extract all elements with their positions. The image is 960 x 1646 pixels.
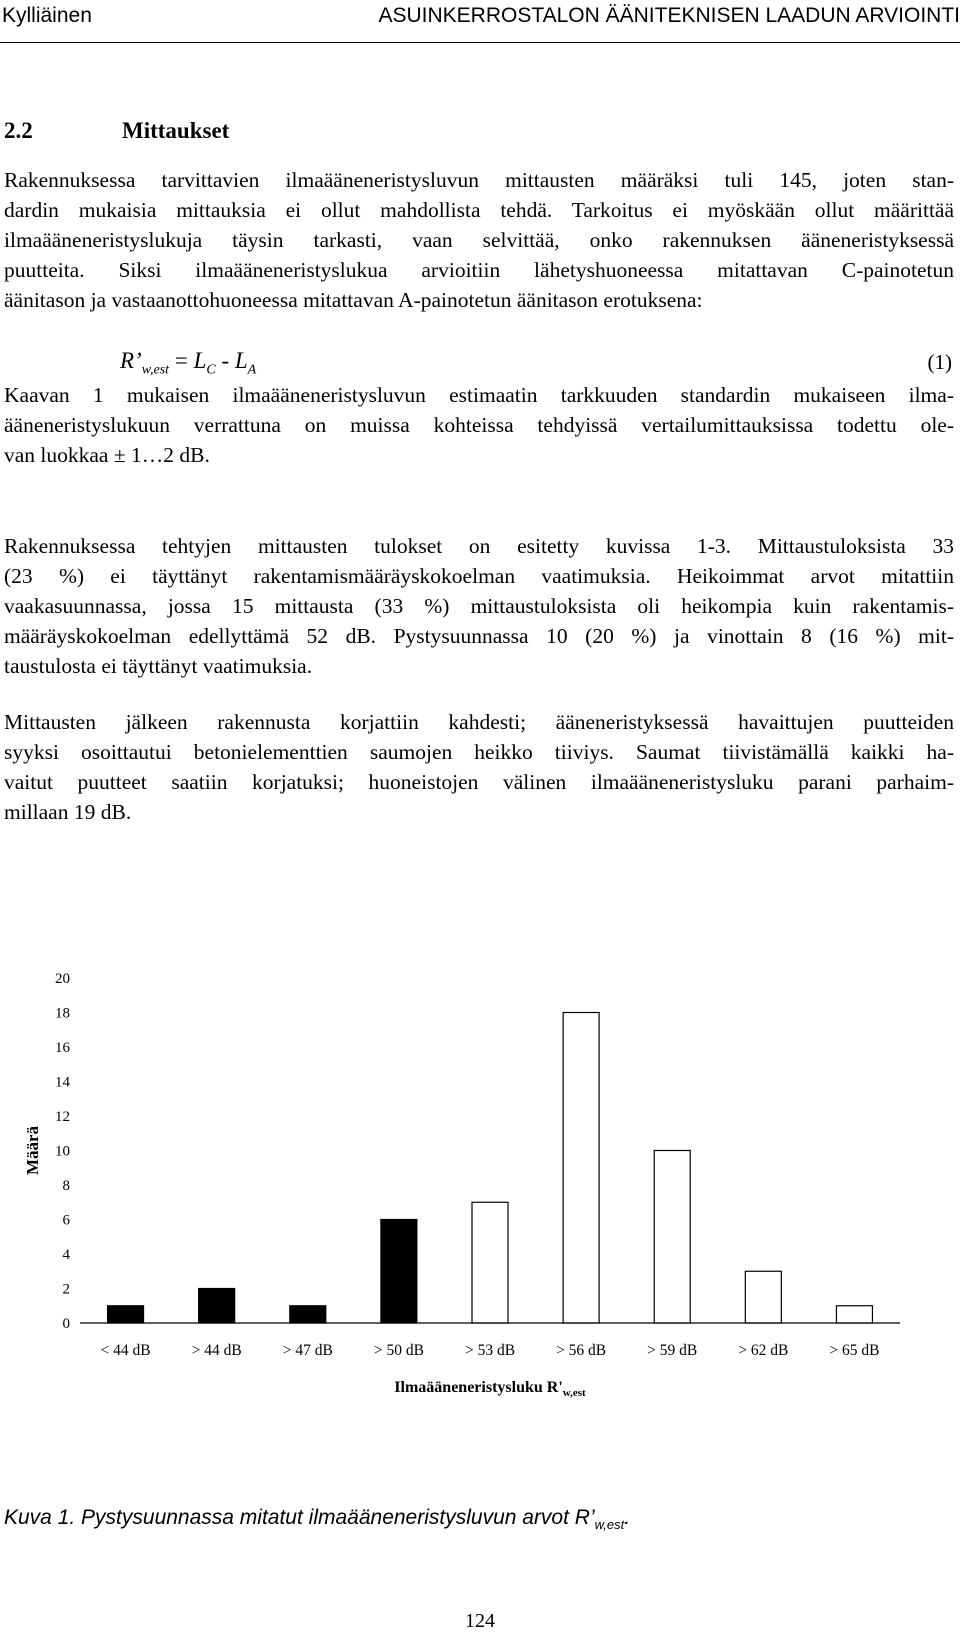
figure-caption: [4, 1506, 630, 1532]
caption-text: Kuva 1. Pystysuunnassa mitatut ilmaääneneristysluvun arvot R’: [4, 1506, 595, 1529]
formula-minus: -: [215, 348, 235, 373]
paragraph-4: [4, 707, 954, 827]
bar-chart: [0, 900, 960, 1460]
paragraph-line: Rakennuksessa tehtyjen mittausten tulokset on esitetty kuvissa 1-3. Mittaustuloksista 33: [4, 534, 954, 558]
paragraph-line: äänitason ja vastaanottohuoneessa mitattavan A-painotetun äänitason erotuksena:: [4, 288, 703, 312]
paragraph-line: van luokkaa ± 1…2 dB.: [4, 443, 210, 467]
x-tick-label: > 50 dB: [373, 1342, 424, 1359]
paragraph-line: millaan 19 dB.: [4, 800, 132, 824]
header-title: ASUINKERROSTALON ÄÄNITEKNISEN LAADUN ARVIOINTI: [378, 4, 960, 27]
caption-end: .: [624, 1506, 631, 1529]
formula-number: (1): [927, 350, 952, 374]
y-tick-label: 2: [62, 1281, 70, 1298]
y-tick-label: 6: [62, 1212, 70, 1229]
paragraph-line: (23 %) ei täyttänyt rakentamismääräyskokoelman vaatimuksia. Heikoimmat arvot mitattiin: [4, 564, 954, 588]
y-axis-label: Määrä: [23, 1125, 42, 1176]
bar: [654, 1151, 690, 1324]
formula: [120, 348, 256, 379]
paragraph-line: dardin mukaisia mittauksia ei ollut mahdollista tehdä. Tarkoitus ei myöskään ollut määrittää: [4, 198, 954, 222]
y-tick-label: 16: [55, 1040, 70, 1056]
formula-l2: L: [234, 348, 248, 373]
formula-l1-sub: C: [206, 362, 216, 378]
section-heading: [4, 118, 229, 144]
x-axis-label: Ilmaääneneristysluku $R'_{w,est}$: [394, 1379, 586, 1399]
paragraph-line: syyksi osoittautui betonielementtien saumojen heikko tiiviys. Saumat tiivistämällä kaikki ha-: [4, 740, 954, 764]
formula-eq: =: [169, 348, 194, 373]
paragraph-2: [4, 380, 954, 470]
y-tick-label: 4: [62, 1247, 70, 1263]
bar: [290, 1306, 326, 1323]
bar: [563, 1013, 599, 1324]
y-tick-label: 0: [62, 1316, 70, 1332]
y-tick-label: 10: [55, 1143, 70, 1160]
formula-lhs: R’: [120, 348, 142, 373]
paragraph-line: vaakasuunnassa, jossa 15 mittausta (33 %) mittaustuloksista oli heikompia kuin rakentamis-: [4, 594, 954, 618]
y-tick-label: 8: [62, 1178, 70, 1194]
paragraph-3: [4, 531, 954, 681]
page-header: [0, 0, 960, 43]
paragraph-line: vaitut puutteet saatiin korjatuksi; huoneistojen välinen ilmaääneneristysluku parani parhaim-: [4, 770, 954, 794]
caption-sub: w,est: [594, 1517, 625, 1533]
paragraph-line: Rakennuksessa tarvittavien ilmaääneneristysluvun mittausten määräksi tuli 145, joten stan-: [4, 168, 954, 192]
page-number: 124: [465, 1610, 495, 1632]
header-author: Kylliäinen: [2, 4, 92, 27]
paragraph-line: puutteita. Siksi ilmaääneneristyslukua arvioitiin lähetyshuoneessa mitattavan C-painotetun: [4, 258, 954, 282]
x-tick-label: < 44 dB: [100, 1342, 151, 1359]
x-tick-label: > 65 dB: [829, 1342, 880, 1359]
x-tick-label: > 56 dB: [556, 1342, 607, 1359]
x-tick-label: > 47 dB: [282, 1342, 333, 1359]
section-title: Mittaukset: [122, 118, 230, 143]
paragraph-line: Kaavan 1 mukaisen ilmaääneneristysluvun estimaatin tarkkuuden standardin mukaiseen ilma-: [4, 383, 954, 407]
y-tick-label: 12: [55, 1109, 70, 1125]
x-tick-label: > 53 dB: [464, 1342, 516, 1359]
bar: [745, 1271, 781, 1323]
paragraph-line: Mittausten jälkeen rakennusta korjattiin kahdesti; ääneneristyksessä havaittujen puutteiden: [4, 710, 954, 734]
paragraph-line: ääneneristyslukuun verrattuna on muissa kohteissa tehdyissä vertailumittauksissa todettu ole-: [4, 413, 954, 437]
section-number: 2.2: [4, 118, 33, 143]
bar: [472, 1202, 508, 1323]
y-tick-label: 14: [55, 1074, 70, 1091]
bar: [381, 1220, 417, 1324]
bar: [108, 1306, 144, 1323]
bar: [836, 1306, 872, 1323]
formula-l2-sub: A: [247, 362, 257, 378]
y-tick-label: 20: [55, 971, 70, 987]
x-tick-label: > 59 dB: [647, 1342, 698, 1359]
paragraph-line: taustulosta ei täyttänyt vaatimuksia.: [4, 654, 313, 678]
x-tick-label: > 44 dB: [191, 1342, 242, 1359]
paragraph-line: ilmaääneneristyslukuja täysin tarkasti, vaan selvittää, onko rakennuksen ääneneristyksessä: [4, 228, 954, 252]
formula-l1: L: [193, 348, 207, 373]
paragraph-1: [4, 165, 954, 315]
y-tick-label: 18: [55, 1005, 70, 1022]
bar: [199, 1289, 235, 1324]
formula-lhs-sub: w,est: [141, 362, 170, 378]
x-tick-label: > 62 dB: [738, 1342, 789, 1359]
paragraph-line: määräyskokoelman edellyttämä 52 dB. Pystysuunnassa 10 (20 %) ja vinottain 8 (16 %) mit-: [4, 624, 954, 648]
